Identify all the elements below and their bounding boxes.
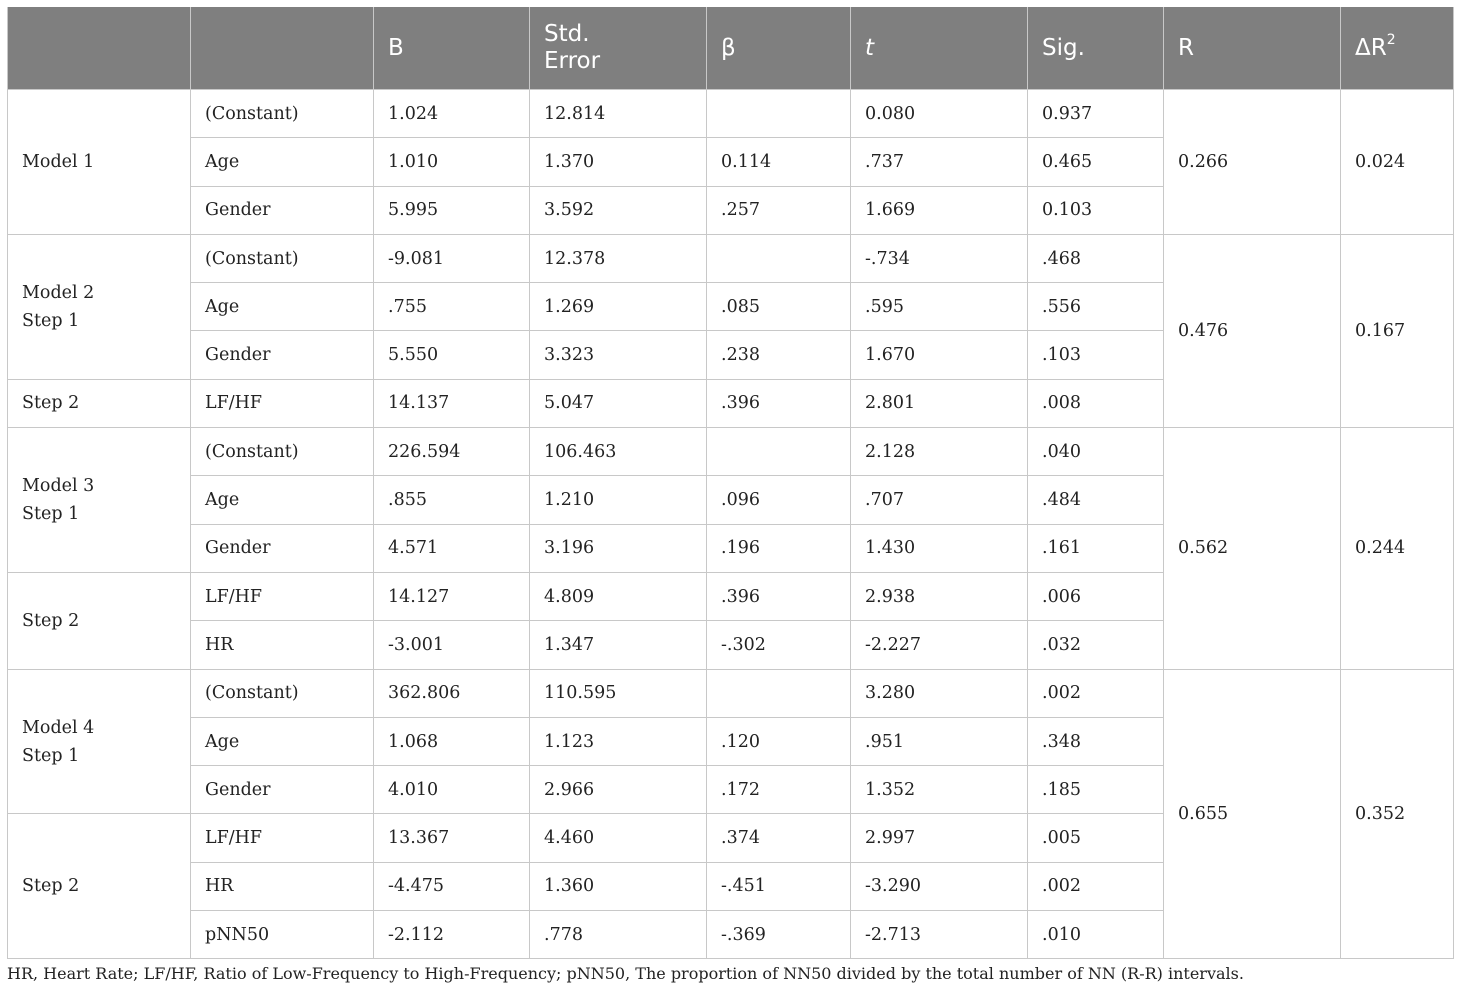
cell-variable: Gender <box>191 524 374 572</box>
header-sig: Sig. <box>1028 7 1164 90</box>
cell-delta-r2: 0.352 <box>1341 669 1454 959</box>
cell-t: 2.997 <box>851 814 1028 862</box>
cell-std-error: 3.323 <box>530 331 707 379</box>
cell-variable: HR <box>191 621 374 669</box>
cell-std-error: 1.370 <box>530 138 707 186</box>
cell-b: -3.001 <box>374 621 530 669</box>
cell-r: 0.655 <box>1164 669 1341 959</box>
header-r: R <box>1164 7 1341 90</box>
cell-t: 1.670 <box>851 331 1028 379</box>
cell-sig: .185 <box>1028 766 1164 814</box>
header-std-error-line1: Std. <box>544 21 590 47</box>
cell-r: 0.562 <box>1164 428 1341 669</box>
cell-std-error: 5.047 <box>530 379 707 427</box>
cell-sig: .348 <box>1028 717 1164 765</box>
cell-b: .855 <box>374 476 530 524</box>
header-row <box>8 7 1454 90</box>
cell-t: 1.352 <box>851 766 1028 814</box>
cell-variable: pNN50 <box>191 911 374 959</box>
cell-beta: .396 <box>707 572 851 620</box>
cell-t: 2.801 <box>851 379 1028 427</box>
cell-delta-r2: 0.167 <box>1341 234 1454 427</box>
cell-t: -2.227 <box>851 621 1028 669</box>
model-step-label <box>8 234 191 379</box>
cell-variable: Gender <box>191 186 374 234</box>
cell-std-error: 4.460 <box>530 814 707 862</box>
cell-b: 4.571 <box>374 524 530 572</box>
cell-std-error: 1.347 <box>530 621 707 669</box>
cell-sig: .040 <box>1028 428 1164 476</box>
cell-variable: Gender <box>191 331 374 379</box>
cell-std-error: 106.463 <box>530 428 707 476</box>
cell-sig: .005 <box>1028 814 1164 862</box>
model-step-label-line: Model 2 <box>22 282 95 303</box>
cell-b: -4.475 <box>374 862 530 910</box>
model-step-label-line: Step 2 <box>22 393 80 414</box>
cell-std-error: 4.809 <box>530 572 707 620</box>
cell-b: 14.137 <box>374 379 530 427</box>
cell-beta <box>707 234 851 282</box>
cell-b: 1.024 <box>374 90 530 138</box>
cell-std-error: 1.360 <box>530 862 707 910</box>
cell-variable: Age <box>191 717 374 765</box>
cell-std-error: 1.269 <box>530 283 707 331</box>
cell-beta: .196 <box>707 524 851 572</box>
model-step-label-line: Model 4 <box>22 717 95 738</box>
header-delta-r2-prefix: ΔR <box>1355 34 1387 61</box>
cell-r: 0.476 <box>1164 234 1341 427</box>
cell-variable: LF/HF <box>191 379 374 427</box>
cell-r: 0.266 <box>1164 90 1341 235</box>
model-step-label <box>8 379 191 427</box>
table-body <box>8 90 1454 959</box>
cell-t: 1.669 <box>851 186 1028 234</box>
cell-delta-r2: 0.024 <box>1341 90 1454 235</box>
cell-variable: HR <box>191 862 374 910</box>
model-step-label-line: Step 1 <box>22 745 80 766</box>
model-step-label <box>8 90 191 235</box>
cell-std-error: 12.814 <box>530 90 707 138</box>
cell-t: 2.938 <box>851 572 1028 620</box>
cell-variable: Gender <box>191 766 374 814</box>
cell-beta: .096 <box>707 476 851 524</box>
cell-beta <box>707 669 851 717</box>
cell-variable: (Constant) <box>191 90 374 138</box>
cell-beta <box>707 428 851 476</box>
model-step-label-line: Step 2 <box>22 610 80 631</box>
cell-sig: .032 <box>1028 621 1164 669</box>
cell-beta: 0.114 <box>707 138 851 186</box>
cell-variable: (Constant) <box>191 234 374 282</box>
cell-b: 1.068 <box>374 717 530 765</box>
cell-std-error: .778 <box>530 911 707 959</box>
cell-beta: .120 <box>707 717 851 765</box>
regression-table <box>7 7 1454 959</box>
cell-delta-r2: 0.244 <box>1341 428 1454 669</box>
table-row <box>8 669 1454 717</box>
model-step-label <box>8 669 191 814</box>
cell-beta: .085 <box>707 283 851 331</box>
model-step-label <box>8 814 191 959</box>
cell-b: 1.010 <box>374 138 530 186</box>
header-model <box>8 7 191 90</box>
cell-t: .595 <box>851 283 1028 331</box>
cell-sig: 0.465 <box>1028 138 1164 186</box>
cell-variable: (Constant) <box>191 428 374 476</box>
header-delta-r2 <box>1341 7 1454 90</box>
header-delta-r2-sup: 2 <box>1386 31 1396 48</box>
cell-sig: .002 <box>1028 669 1164 717</box>
model-step-label-line: Step 2 <box>22 876 80 897</box>
header-beta: β <box>707 7 851 90</box>
cell-sig: .484 <box>1028 476 1164 524</box>
cell-beta <box>707 90 851 138</box>
table-footnote: HR, Heart Rate; LF/HF, Ratio of Low-Frequency to High-Frequency; pNN50, The proportion of NN50 divided by the total number of NN (R-R) intervals. <box>7 964 1244 983</box>
cell-variable: LF/HF <box>191 814 374 862</box>
cell-b: 4.010 <box>374 766 530 814</box>
model-step-label <box>8 572 191 669</box>
cell-beta: .172 <box>707 766 851 814</box>
cell-t: 0.080 <box>851 90 1028 138</box>
table-header <box>8 7 1454 90</box>
model-step-label-line: Model 3 <box>22 476 95 497</box>
cell-sig: .002 <box>1028 862 1164 910</box>
cell-t: 2.128 <box>851 428 1028 476</box>
cell-sig: .103 <box>1028 331 1164 379</box>
cell-t: .707 <box>851 476 1028 524</box>
cell-beta: .396 <box>707 379 851 427</box>
cell-variable: LF/HF <box>191 572 374 620</box>
table-row <box>8 428 1454 476</box>
table-row <box>8 90 1454 138</box>
cell-beta: -.369 <box>707 911 851 959</box>
cell-std-error: 12.378 <box>530 234 707 282</box>
model-step-label <box>8 428 191 573</box>
model-step-label-line: Step 1 <box>22 310 80 331</box>
cell-b: 5.995 <box>374 186 530 234</box>
cell-sig: .010 <box>1028 911 1164 959</box>
cell-b: .755 <box>374 283 530 331</box>
cell-t: 1.430 <box>851 524 1028 572</box>
cell-sig: .556 <box>1028 283 1164 331</box>
cell-beta: .238 <box>707 331 851 379</box>
cell-std-error: 1.123 <box>530 717 707 765</box>
header-std-error-line2: Error <box>544 48 601 74</box>
cell-beta: -.302 <box>707 621 851 669</box>
cell-std-error: 110.595 <box>530 669 707 717</box>
model-step-label-line: Model 1 <box>22 151 95 172</box>
cell-std-error: 2.966 <box>530 766 707 814</box>
header-variable <box>191 7 374 90</box>
cell-std-error: 1.210 <box>530 476 707 524</box>
cell-sig: .006 <box>1028 572 1164 620</box>
cell-b: 226.594 <box>374 428 530 476</box>
cell-b: -9.081 <box>374 234 530 282</box>
cell-t: -3.290 <box>851 862 1028 910</box>
cell-t: 3.280 <box>851 669 1028 717</box>
cell-sig: 0.103 <box>1028 186 1164 234</box>
cell-std-error: 3.196 <box>530 524 707 572</box>
cell-b: 14.127 <box>374 572 530 620</box>
cell-b: 5.550 <box>374 331 530 379</box>
cell-beta: -.451 <box>707 862 851 910</box>
cell-b: -2.112 <box>374 911 530 959</box>
cell-b: 13.367 <box>374 814 530 862</box>
cell-sig: 0.937 <box>1028 90 1164 138</box>
header-b: B <box>374 7 530 90</box>
cell-variable: Age <box>191 138 374 186</box>
cell-t: -.734 <box>851 234 1028 282</box>
cell-sig: .468 <box>1028 234 1164 282</box>
regression-table-container <box>7 7 1453 959</box>
cell-t: .951 <box>851 717 1028 765</box>
cell-sig: .008 <box>1028 379 1164 427</box>
cell-std-error: 3.592 <box>530 186 707 234</box>
cell-b: 362.806 <box>374 669 530 717</box>
table-row <box>8 234 1454 282</box>
cell-variable: (Constant) <box>191 669 374 717</box>
header-std-error <box>530 7 707 90</box>
header-t: t <box>851 7 1028 90</box>
cell-t: .737 <box>851 138 1028 186</box>
cell-beta: .374 <box>707 814 851 862</box>
cell-sig: .161 <box>1028 524 1164 572</box>
cell-variable: Age <box>191 283 374 331</box>
model-step-label-line: Step 1 <box>22 504 80 525</box>
cell-beta: .257 <box>707 186 851 234</box>
cell-variable: Age <box>191 476 374 524</box>
cell-t: -2.713 <box>851 911 1028 959</box>
